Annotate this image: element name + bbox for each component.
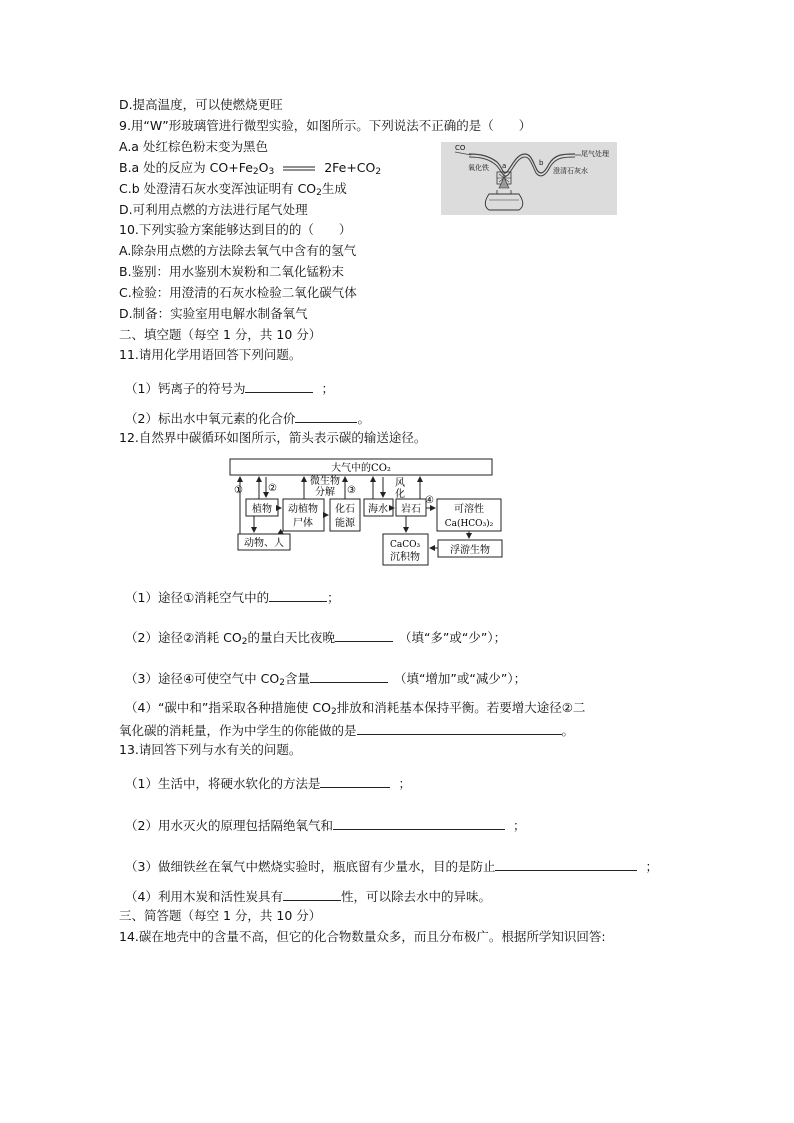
- section2-title: 二、填空题（每空 1 分，共 10 分）: [119, 327, 322, 342]
- section3-title: 三、简答题（每空 1 分，共 10 分）: [119, 908, 322, 923]
- microbe-label-line1: 微生物: [310, 476, 340, 487]
- atmosphere-co2-label: 大气中的CO₂: [331, 463, 391, 474]
- fossil-box-line1: 化石: [335, 504, 355, 515]
- fig-a-label: a: [502, 162, 507, 170]
- q13-part2: （2）用水灭火的原理包括隔绝氧气和 ；: [125, 818, 526, 833]
- q8-option-d: D.提高温度，可以使燃烧更旺: [119, 97, 283, 112]
- q13-stem: 13.请回答下列与水有关的问题。: [119, 742, 302, 757]
- q13-part1: （1）生活中，将硬水软化的方法是 ；: [125, 776, 411, 791]
- q9-stem: 9.用“W”形玻璃管进行微型实验，如图所示。下列说法不正确的是（ ）: [119, 118, 532, 133]
- route-4-label: ④: [425, 495, 434, 506]
- q9-option-c: C.b 处澄清石灰水变浑浊证明有 $CO_2$生成: [119, 181, 347, 198]
- plankton-box: 浮游生物: [450, 545, 490, 556]
- q12-part3: （3）途径④可使空气中 $CO_2$含量 （填“增加”或“减少”）；: [125, 671, 527, 688]
- answer-blank[interactable]: [269, 588, 327, 602]
- q9-option-d: D.可利用点燃的方法进行尾气处理: [119, 202, 308, 217]
- answer-blank[interactable]: [310, 669, 388, 683]
- animal-remains-box-line1: 动植物: [288, 504, 318, 515]
- fig-ferric-oxide-label: 氧化铁: [468, 164, 489, 172]
- microbe-label-line2: 分解: [315, 487, 335, 498]
- q9-option-a: A.a 处红棕色粉末变为黑色: [119, 139, 268, 154]
- caco3-box-line1: CaCO₃: [389, 540, 421, 550]
- fig-limewater-label: 澄清石灰水: [553, 167, 588, 175]
- fig-b-label: b: [539, 159, 544, 167]
- weathering-label-line1: 风: [395, 478, 405, 489]
- q11-part2: （2）标出水中氧元素的化合价 。: [125, 411, 370, 426]
- q10-stem: 10.下列实验方案能够达到目的的（ ）: [119, 222, 352, 237]
- soluble-box-line1: 可溶性: [454, 504, 484, 515]
- q12-part1: （1）途径①消耗空气中的 ；: [125, 590, 340, 605]
- sea-box: 海水: [368, 504, 388, 515]
- route-2-label: ②: [268, 483, 277, 494]
- q12-part4-line1: （4）“碳中和”指采取各种措施使 $CO_2$排放和消耗基本保持平衡。若要增大途径②二: [125, 700, 586, 717]
- answer-blank[interactable]: [295, 409, 357, 423]
- animals-box: 动物、人: [244, 538, 284, 549]
- q12-part4-line2: 氧化碳的消耗量，作为中学生的你能做的是 。: [119, 723, 575, 738]
- route-1-label: ①: [234, 485, 243, 496]
- q12-part2: （2）途径②消耗 $CO_2$的量白天比夜晚 （填“多”或“少”）；: [125, 630, 507, 647]
- q10-option-b: B.鉴别：用水鉴别木炭粉和二氧化锰粉末: [119, 264, 345, 279]
- answer-blank[interactable]: [357, 721, 562, 735]
- q11-part1: （1）钙离子的符号为 ；: [125, 381, 334, 396]
- q10-option-a: A.除杂用点燃的方法除去氧气中含有的氢气: [119, 243, 357, 258]
- q9-option-b: B.a 处的反应为 $CO+Fe_2O_3$ $2Fe+CO_2$: [119, 160, 382, 177]
- answer-blank[interactable]: [245, 379, 313, 393]
- reaction-arrow: [282, 164, 316, 174]
- caco3-box-line2: 沉积物: [390, 552, 420, 563]
- q13-part4: （4）利用木炭和活性炭具有 性，可以除去水中的异味。: [125, 889, 491, 904]
- q10-option-c: C.检验：用澄清的石灰水检验二氧化碳气体: [119, 285, 357, 300]
- route-3-label: ③: [347, 485, 356, 496]
- fossil-box-line2: 能源: [335, 518, 355, 529]
- answer-blank[interactable]: [320, 774, 390, 788]
- rock-box: 岩石: [401, 504, 421, 515]
- soluble-box-line2: Ca(HCO₃)₂: [444, 519, 494, 529]
- answer-blank[interactable]: [335, 628, 393, 642]
- q12-stem: 12.自然界中碳循环如图所示，箭头表示碳的输送途径。: [119, 430, 427, 445]
- fig-co-label: CO: [455, 144, 466, 152]
- fig-tail-gas-label: 尾气处理: [581, 150, 609, 158]
- answer-blank[interactable]: [283, 887, 341, 901]
- answer-blank[interactable]: [333, 816, 505, 830]
- carbon-cycle-diagram: [180, 455, 560, 570]
- w-tube-figure: [441, 142, 617, 215]
- animal-remains-box-line2: 尸体: [293, 518, 313, 529]
- q14-stem: 14.碳在地壳中的含量不高，但它的化合物数量众多，而且分布极广。根据所学知识回答:: [119, 929, 606, 944]
- q11-stem: 11.请用化学用语回答下列问题。: [119, 347, 302, 362]
- answer-blank[interactable]: [495, 857, 637, 871]
- q10-option-d: D.制备：实验室用电解水制备氧气: [119, 306, 308, 321]
- q13-part3: （3）做细铁丝在氧气中燃烧实验时，瓶底留有少量水，目的是防止 ；: [125, 859, 658, 874]
- plants-box: 植物: [252, 504, 272, 515]
- weathering-label-line2: 化: [395, 489, 405, 500]
